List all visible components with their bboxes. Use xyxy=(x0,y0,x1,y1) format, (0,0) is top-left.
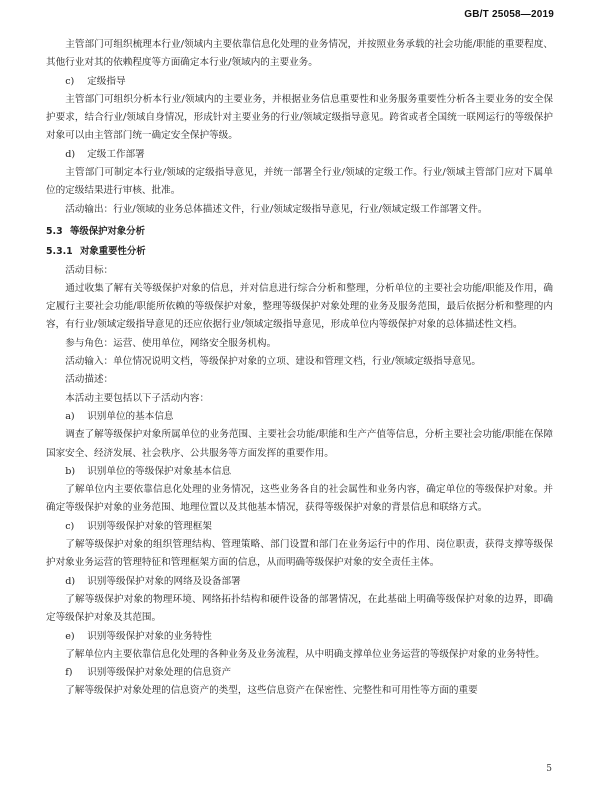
paragraph: 通过收集了解有关等级保护对象的信息，并对信息进行综合分析和整理，分析单位的主要社会功能/职能及作用，确定履行主要社会功能/职能所依赖的等级保护对象，整理等级保护对象处理的业务及服务范围，最后依据分析和整理的内容，有行业/领域定级指导意见的还应依据行业/领域定级指导意见，形成单位内等级保护对象的总体描述性文档。 xyxy=(46,282,553,331)
section-title: 等级保护对象分析 xyxy=(70,225,146,237)
list-item-label: 识别单位的基本信息 xyxy=(87,410,174,422)
list-item-label: 定级指导 xyxy=(87,75,126,87)
list-item-label: 识别单位的等级保护对象基本信息 xyxy=(87,465,232,477)
paragraph: 主管部门可组织梳理本行业/领域内主要依靠信息化处理的业务情况，并按照业务承载的社会功能/职能的重要程度、其他行业对其的依赖程度等方面确定本行业/领域内的主要业务。 xyxy=(46,39,553,69)
section-title: 对象重要性分析 xyxy=(80,246,146,258)
page-header-standard-number: GB/T 25058—2019 xyxy=(464,9,554,20)
document-body xyxy=(46,36,553,701)
page-number: 5 xyxy=(546,764,552,774)
paragraph: 主管部门可制定本行业/领域的定级指导意见，并统一部署全行业/领域的定级工作。行业/领域主管部门应对下属单位的定级结果进行审核、批准。 xyxy=(46,167,553,197)
paragraph: 活动输出：行业/领域的业务总体描述文件，行业/领域定级指导意见，行业/领域定级工作部署文件。 xyxy=(65,203,488,215)
list-item-heading xyxy=(46,628,553,646)
paragraph: 了解等级保护对象的组织管理结构、管理策略、部门设置和部门在业务运行中的作用、岗位职责，获得支撑等级保护对象业务运营的管理特征和管理框架方面的信息，从而明确等级保护对象的安全责任主体。 xyxy=(46,539,553,569)
paragraph: 活动描述： xyxy=(65,374,114,386)
paragraph: 调查了解等级保护对象所属单位的业务范围、主要社会功能/职能和生产产值等信息，分析主要社会功能/职能在保障国家安全、经济发展、社会秩序、公共服务等方面发挥的重要作用。 xyxy=(46,429,553,459)
list-item-label: 识别等级保护对象的网络及设备部署 xyxy=(87,575,241,587)
list-item-label: 识别等级保护对象的业务特性 xyxy=(87,630,212,642)
list-item-heading xyxy=(46,518,553,536)
section-heading xyxy=(46,223,553,241)
paragraph: 了解单位内主要依靠信息化处理的业务情况，这些业务各自的社会属性和业务内容，确定单位的等级保护对象。并确定等级保护对象的业务范围、地理位置以及其他基本情况，获得等级保护对象的背景信息和联络方式。 xyxy=(46,484,553,514)
section-number: 5.3.1 xyxy=(46,246,73,258)
list-item-marker: b) xyxy=(65,465,76,477)
list-item-heading xyxy=(46,146,553,164)
subsection-heading xyxy=(46,243,553,261)
paragraph: 主管部门可组织分析本行业/领域内的主要业务，并根据业务信息重要性和业务服务重要性分析各主要业务的安全保护要求，结合行业/领域自身情况，形成针对主要业务的行业/领域定级指导意见。跨省或者全国统一联网运行的等级保护对象可以由主管部门统一确定安全保护等级。 xyxy=(46,93,553,142)
list-item-label: 识别等级保护对象的管理框架 xyxy=(87,520,212,532)
paragraph: 了解等级保护对象处理的信息资产的类型，这些信息资产在保密性、完整性和可用性等方面的重要 xyxy=(65,685,478,697)
list-item-marker: a) xyxy=(65,410,75,422)
list-item-marker: d) xyxy=(65,148,76,160)
paragraph: 了解等级保护对象的物理环境、网络拓扑结构和硬件设备的部署情况，在此基础上明确等级保护对象的边界，即确定等级保护对象及其范围。 xyxy=(46,593,553,624)
list-item-heading xyxy=(46,573,553,591)
list-item-marker: c) xyxy=(65,75,75,87)
list-item-heading xyxy=(46,463,553,481)
paragraph: 参与角色：运营、使用单位，网络安全服务机构。 xyxy=(65,337,277,349)
paragraph: 了解单位内主要依靠信息化处理的各种业务及业务流程，从中明确支撑单位业务运营的等级保护对象的业务特性。 xyxy=(65,648,545,660)
list-item-marker: f) xyxy=(65,667,73,679)
list-item-heading xyxy=(46,664,553,682)
list-item-marker: e) xyxy=(65,630,75,642)
list-item-marker: d) xyxy=(65,575,76,587)
paragraph: 本活动主要包括以下子活动内容： xyxy=(65,392,210,404)
paragraph: 活动输入：单位情况说明文档，等级保护对象的立项、建设和管理文档，行业/领域定级指导意见。 xyxy=(65,356,481,368)
list-item-heading xyxy=(46,408,553,426)
paragraph: 活动目标： xyxy=(65,264,114,276)
list-item-marker: c) xyxy=(65,520,75,532)
list-item-heading xyxy=(46,73,553,91)
section-number: 5.3 xyxy=(46,225,63,237)
list-item-label: 定级工作部署 xyxy=(87,148,145,160)
list-item-label: 识别等级保护对象处理的信息资产 xyxy=(87,667,232,679)
